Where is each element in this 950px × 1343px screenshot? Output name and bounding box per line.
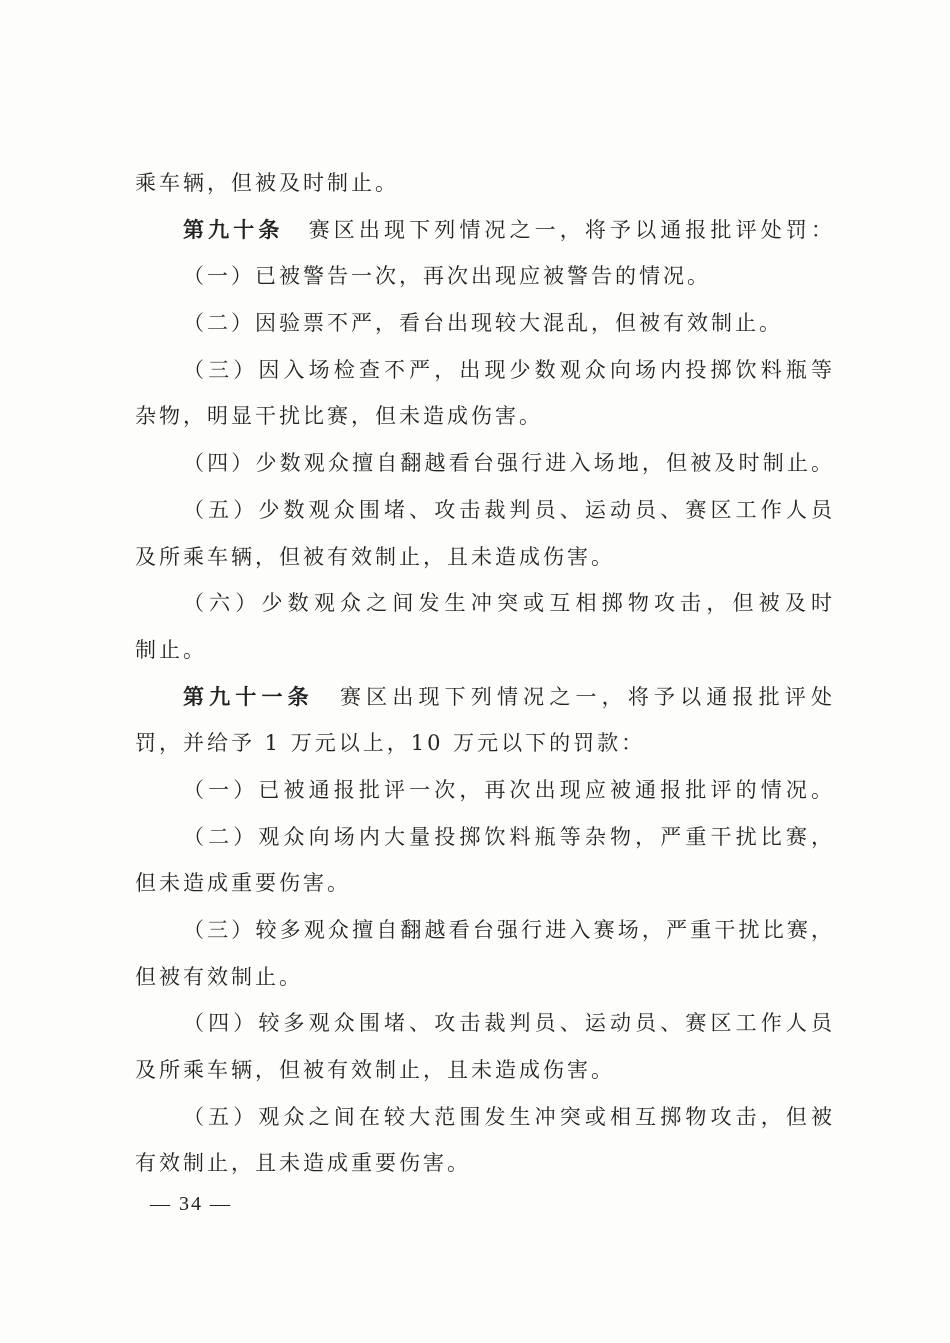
- text-line: （一）已被警告一次，再次出现应被警告的情况。: [183, 264, 711, 289]
- text-line: 但未造成重要伤害。: [135, 871, 351, 896]
- text-line: 制止。: [135, 637, 207, 662]
- text-line: （五）观众之间在较大范围发生冲突或相互掷物攻击，但被: [183, 1104, 835, 1129]
- article-heading: 第九十一条: [183, 683, 314, 709]
- text-line: （三）因入场检查不严，出现少数观众向场内投掷饮料瓶等: [183, 357, 835, 382]
- text-line: 但被有效制止。: [135, 964, 303, 989]
- page-number: — 34 —: [150, 1193, 232, 1215]
- text-line: （二）因验票不严，看台出现较大混乱，但被有效制止。: [183, 311, 783, 336]
- text-line: （三）较多观众擅自翻越看台强行进入赛场，严重干扰比赛，: [183, 918, 835, 942]
- text-line: （二）观众向场内大量投掷饮料瓶等杂物，严重干扰比赛，: [183, 824, 835, 849]
- article-90-line: [135, 207, 835, 254]
- article-text: 赛区出现下列情况之一，将予以通报批评处: [313, 684, 836, 709]
- text-line: 有效制止，且未造成重要伤害。: [135, 1151, 471, 1176]
- text-line: （六）少数观众之间发生冲突或互相掷物攻击，但被及时: [183, 591, 835, 616]
- text-line: （五）少数观众围堵、攻击裁判员、运动员、赛区工作人员: [183, 497, 835, 522]
- text-line: （四）少数观众擅自翻越看台强行进入场地，但被及时制止。: [183, 451, 835, 476]
- article-91-line: [135, 674, 835, 721]
- text-line: （四）较多观众围堵、攻击裁判员、运动员、赛区工作人员: [183, 1011, 835, 1036]
- text-line: 及所乘车辆，但被有效制止，且未造成伤害。: [135, 1058, 615, 1083]
- text-line: 乘车辆，但被及时制止。: [135, 171, 399, 195]
- text-line: （一）已被通报批评一次，再次出现应被通报批评的情况。: [183, 777, 835, 802]
- text-line: 及所乘车辆，但被有效制止，且未造成伤害。: [135, 544, 615, 569]
- article-text: 赛区出现下列情况之一，将予以通报批评处罚：: [283, 217, 836, 242]
- document-body: [135, 160, 835, 1187]
- text-line: 杂物，明显干扰比赛，但未造成伤害。: [135, 404, 543, 429]
- text-line: 罚，并给予 1 万元以上，10 万元以下的罚款：: [135, 731, 646, 756]
- article-heading: 第九十条: [183, 216, 284, 242]
